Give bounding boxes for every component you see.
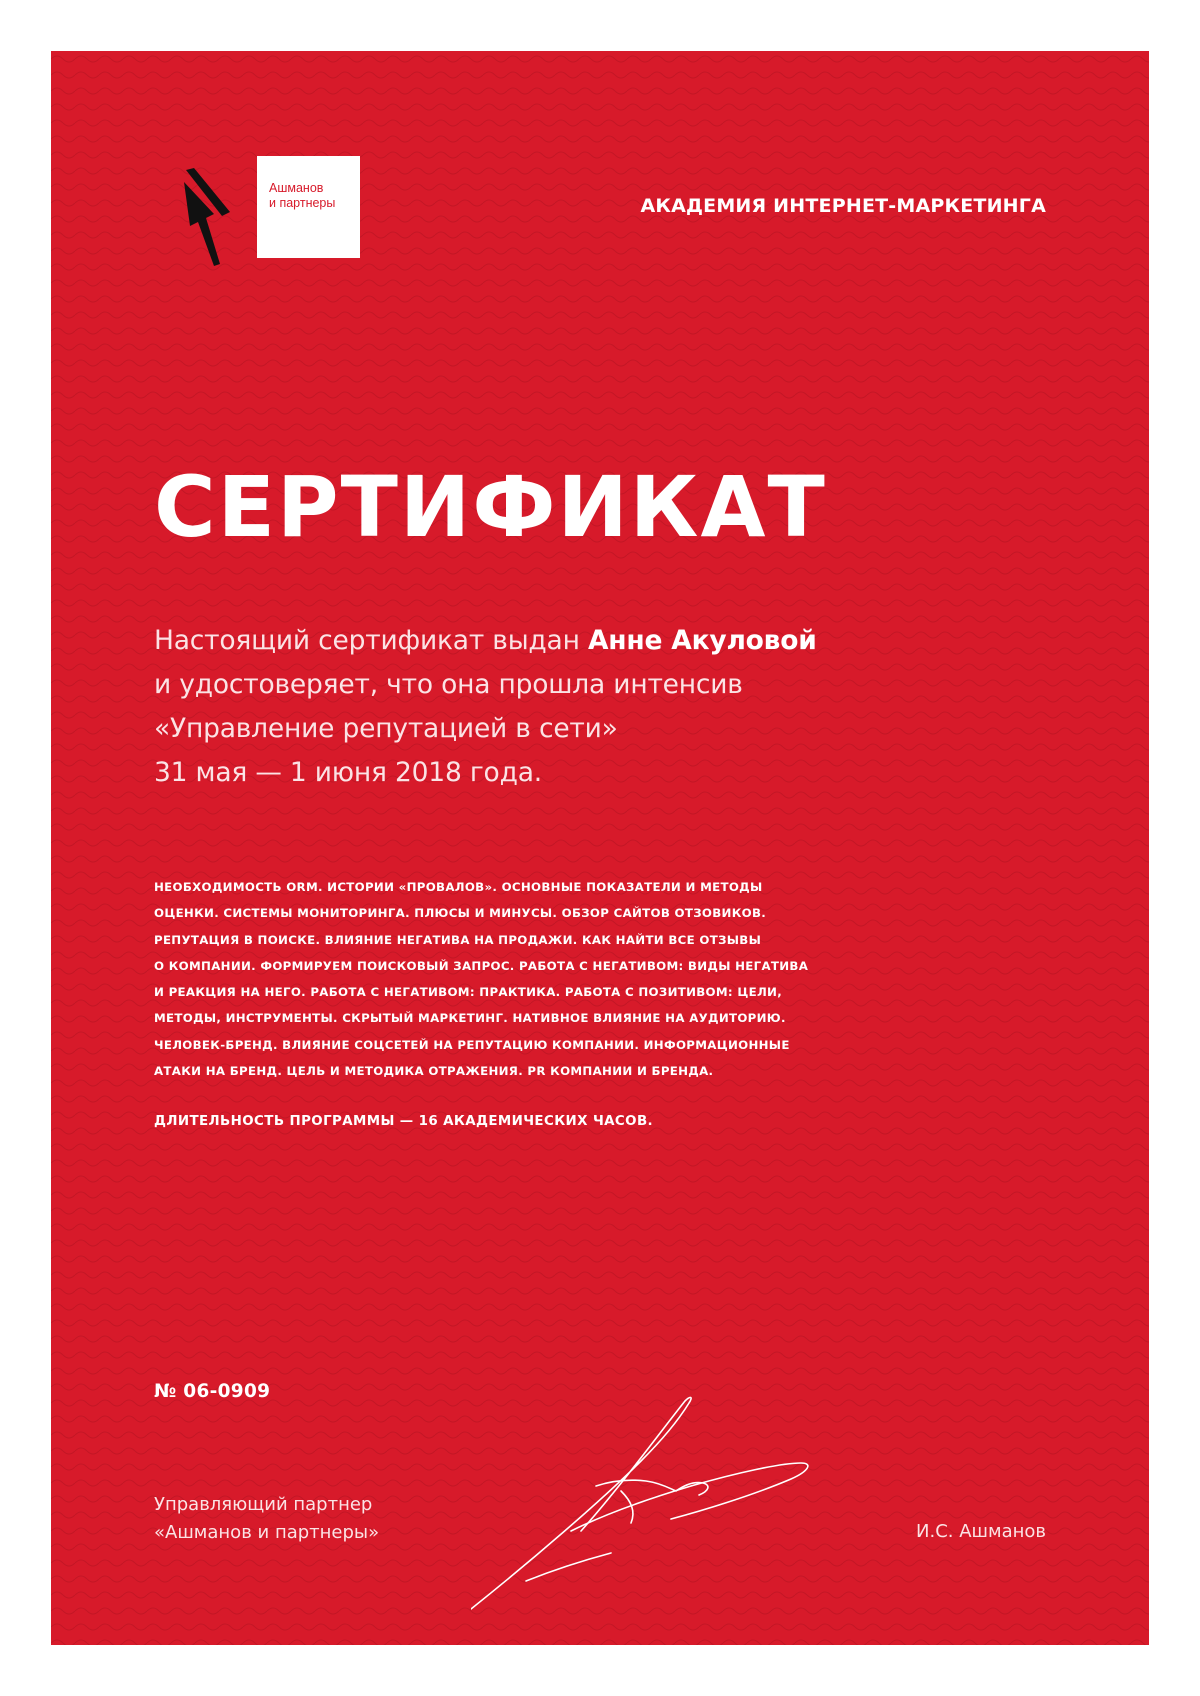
topics-line: ЧЕЛОВЕК-БРЕНД. ВЛИЯНИЕ СОЦСЕТЕЙ НА РЕПУТАЦИЮ КОМПАНИИ. ИНФОРМАЦИОННЫЕ bbox=[154, 1037, 790, 1052]
academy-name: АКАДЕМИЯ ИНТЕРНЕТ-МАРКЕТИНГА bbox=[640, 195, 1046, 217]
statement-line-1 bbox=[154, 619, 817, 663]
topics-line: О КОМПАНИИ. ФОРМИРУЕМ ПОИСКОВЫЙ ЗАПРОС. РАБОТА С НЕГАТИВОМ: ВИДЫ НЕГАТИВА bbox=[154, 958, 809, 973]
course-topics bbox=[154, 874, 808, 1084]
topics-line: НЕОБХОДИМОСТЬ ORM. ИСТОРИИ «ПРОВАЛОВ». ОСНОВНЫЕ ПОКАЗАТЕЛИ И МЕТОДЫ bbox=[154, 880, 763, 894]
logo-line-2: и партнеры bbox=[269, 196, 336, 210]
certificate-sheet bbox=[51, 51, 1149, 1645]
topics-line: ОЦЕНКИ. СИСТЕМЫ МОНИТОРИНГА. ПЛЮСЫ И МИНУСЫ. ОБЗОР САЙТОВ ОТЗОВИКОВ. bbox=[154, 906, 767, 921]
certificate-number: № 06-0909 bbox=[154, 1381, 271, 1402]
certificate-title: СЕРТИФИКАТ bbox=[154, 458, 827, 556]
topics-line: И РЕАКЦИЯ НА НЕГО. РАБОТА С НЕГАТИВОМ: ПРАКТИКА. РАБОТА С ПОЗИТИВОМ: ЦЕЛИ, bbox=[154, 985, 782, 1000]
recipient-name: Анне Акуловой bbox=[587, 625, 817, 656]
certificate-statement bbox=[154, 619, 817, 795]
statement-prefix: Настоящий сертификат выдан bbox=[154, 625, 588, 656]
signer-title bbox=[154, 1491, 379, 1547]
signer-name: И.С. Ашманов bbox=[916, 1521, 1046, 1542]
topics-line: МЕТОДЫ, ИНСТРУМЕНТЫ. СКРЫТЫЙ МАРКЕТИНГ. НАТИВНОЕ ВЛИЯНИЕ НА АУДИТОРИЮ. bbox=[154, 1011, 786, 1026]
handwritten-signature bbox=[471, 1391, 811, 1621]
partner-logo-box bbox=[257, 156, 360, 258]
logo-line-1: Ашманов bbox=[269, 181, 324, 195]
topics-line: АТАКИ НА БРЕНД. ЦЕЛЬ И МЕТОДИКА ОТРАЖЕНИЯ. PR КОМПАНИИ И БРЕНДА. bbox=[154, 1064, 714, 1079]
signer-title-line-1: Управляющий партнер bbox=[154, 1494, 373, 1515]
signer-title-line-2: «Ашманов и партнеры» bbox=[154, 1522, 380, 1543]
program-duration: ДЛИТЕЛЬНОСТЬ ПРОГРАММЫ — 16 АКАДЕМИЧЕСКИХ ЧАСОВ. bbox=[154, 1114, 654, 1129]
statement-line-2: и удостоверяет, что она прошла интенсив bbox=[154, 669, 743, 700]
course-dates: 31 мая — 1 июня 2018 года. bbox=[154, 757, 542, 788]
ashmanov-logo-icon bbox=[184, 168, 234, 290]
course-name: «Управление репутацией в сети» bbox=[154, 713, 618, 744]
topics-line: РЕПУТАЦИЯ В ПОИСКЕ. ВЛИЯНИЕ НЕГАТИВА НА ПРОДАЖИ. КАК НАЙТИ ВСЕ ОТЗЫВЫ bbox=[154, 932, 762, 947]
